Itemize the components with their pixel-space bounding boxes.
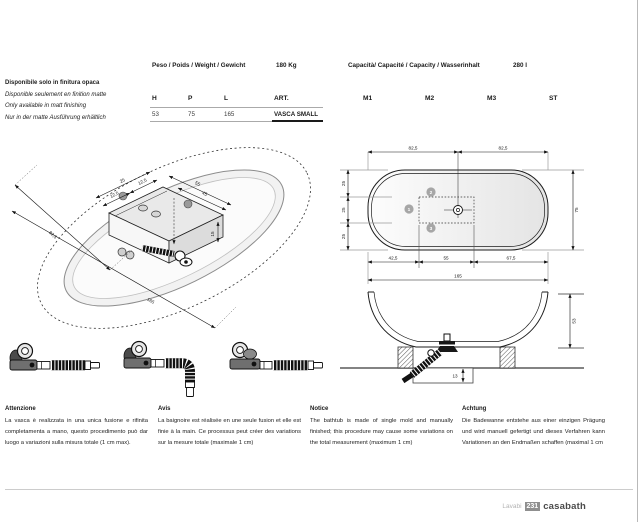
footnote-title-fr: Avis [158, 406, 171, 412]
side-dim-height-label: 53 [571, 318, 577, 324]
plan-dim-left-top: 25 [341, 180, 346, 187]
plan-view-drawing [332, 140, 594, 290]
footer-page-number: 231 [526, 503, 539, 510]
footnote-title-de: Achtung [462, 406, 487, 412]
dim-header-art: ART. [274, 95, 289, 102]
footnote-title-it: Attenzione [5, 406, 36, 412]
dim-value-art: VASCA SMALL [274, 111, 318, 118]
drain-kit-elbow [124, 342, 195, 397]
plan-dim-right [573, 170, 579, 250]
finish-note-de: Nur in der matte Ausführung erhältlich [5, 114, 106, 121]
isometric-view-drawing [2, 138, 332, 336]
dim-value-h: 53 [152, 111, 159, 118]
dim-table-rule-art [272, 120, 323, 122]
footnote-body-it: La vasca è realizzata in una unica fusione e rifinita completamenta a mano, questo procedimento può dar luogo a variazioni sulla misura totale (1 cm max). [5, 418, 148, 446]
plan-marker-1: 1 [407, 207, 411, 213]
iso-dim-label-diag-long: 165 [146, 296, 156, 305]
plan-dim-total-length: 165 [454, 273, 462, 279]
plan-dim-bottom [368, 256, 548, 281]
plan-dim-right-width: 75 [574, 207, 579, 213]
plan-marker-2: 2 [429, 190, 433, 196]
footnote-achtung [462, 406, 605, 449]
iso-dim-label-55: 55 [194, 180, 202, 187]
footnote-attenzione [5, 406, 148, 449]
plan-dim-left-mid: 25 [341, 207, 346, 213]
plan-dim-top [368, 146, 548, 153]
weight-value: 180 Kg [276, 62, 297, 69]
finish-header-st: ST [549, 95, 558, 102]
footnote-avis [158, 406, 301, 449]
side-view-drawing [332, 290, 594, 402]
footer-divider [5, 489, 633, 490]
drain-kits-drawing [0, 333, 335, 397]
plan-dim-bottom-right: 67,5 [506, 255, 516, 261]
page-right-border [637, 0, 638, 522]
finish-notes [5, 78, 165, 124]
footnote-body-en: The bathtub is made of single mold and manually finished; this procedure may cause some variations on the total measurement (maximum 1 cm) [310, 418, 453, 446]
iso-dim-label-125a: 12,5 [109, 190, 120, 199]
plan-dim-top-right: 82,5 [498, 145, 508, 151]
plan-dim-bottom-left: 42,5 [388, 255, 398, 261]
dim-table-rule-top [150, 107, 323, 108]
iso-dim-label-25: 25 [118, 177, 126, 185]
plan-dim-top-left: 82,5 [408, 145, 418, 151]
footnote-body-fr: La baignoire est réalisée en une seule fusion et elle est finie à la main. Ce processus peut créer des variations sur la mesure totale (maximale 1 cm) [158, 418, 301, 446]
capacity-label: Capacità/ Capacité / Capacity / Wasserinhalt [348, 62, 480, 69]
drain-kit-straight-2 [230, 343, 323, 370]
dim-value-p: 75 [188, 111, 195, 118]
dim-header-p: P [188, 95, 193, 102]
dim-header-h: H [152, 95, 157, 102]
dim-table-rule-bottom [150, 121, 272, 122]
capacity-value: 280 l [513, 62, 528, 69]
finish-header-m2: M2 [425, 95, 435, 102]
finish-header-m1: M1 [363, 95, 373, 102]
iso-dim-label-diag-short: 82,5 [48, 230, 59, 240]
plan-dim-left-bottom: 25 [341, 233, 346, 240]
plan-marker-3: 3 [429, 226, 433, 232]
dim-header-l: L [224, 95, 229, 102]
footer-category: Lavabi [502, 503, 522, 510]
page-footer [502, 501, 586, 512]
finish-header-m3: M3 [487, 95, 497, 102]
iso-dim-label-125b: 12,5 [137, 177, 148, 186]
finish-note-fr: Disponible seulement en finition matte [5, 91, 107, 98]
footnote-title-en: Notice [310, 406, 329, 412]
iso-dim-label-45: 45 [201, 190, 209, 197]
side-dim-height [558, 294, 584, 348]
iso-dim-label-15: 15 [210, 231, 215, 237]
plan-dim-bottom-mid: 55 [443, 255, 449, 261]
side-dim-drain-depth-label: 13 [452, 373, 458, 379]
plan-dim-left [341, 170, 348, 250]
finish-note-it: Disponibile solo in finitura opaca [5, 80, 100, 86]
finish-note-en: Only available in matt finishing [5, 103, 87, 110]
side-tub-profile [368, 292, 548, 347]
footnote-notice [310, 406, 453, 449]
footer-brand-logo: casabath [543, 501, 586, 512]
drain-kit-straight-1 [10, 344, 100, 371]
dim-value-l: 165 [224, 111, 235, 118]
weight-label: Peso / Poids / Weight / Gewicht [152, 62, 246, 69]
footnote-body-de: Die Badewanne entstehe aus einer einzigen Prägung und wird manuell gefertigt und dieses Verfahren kann Variationen an den Endmaßen schaffen (maximal 1 cm [462, 418, 605, 446]
